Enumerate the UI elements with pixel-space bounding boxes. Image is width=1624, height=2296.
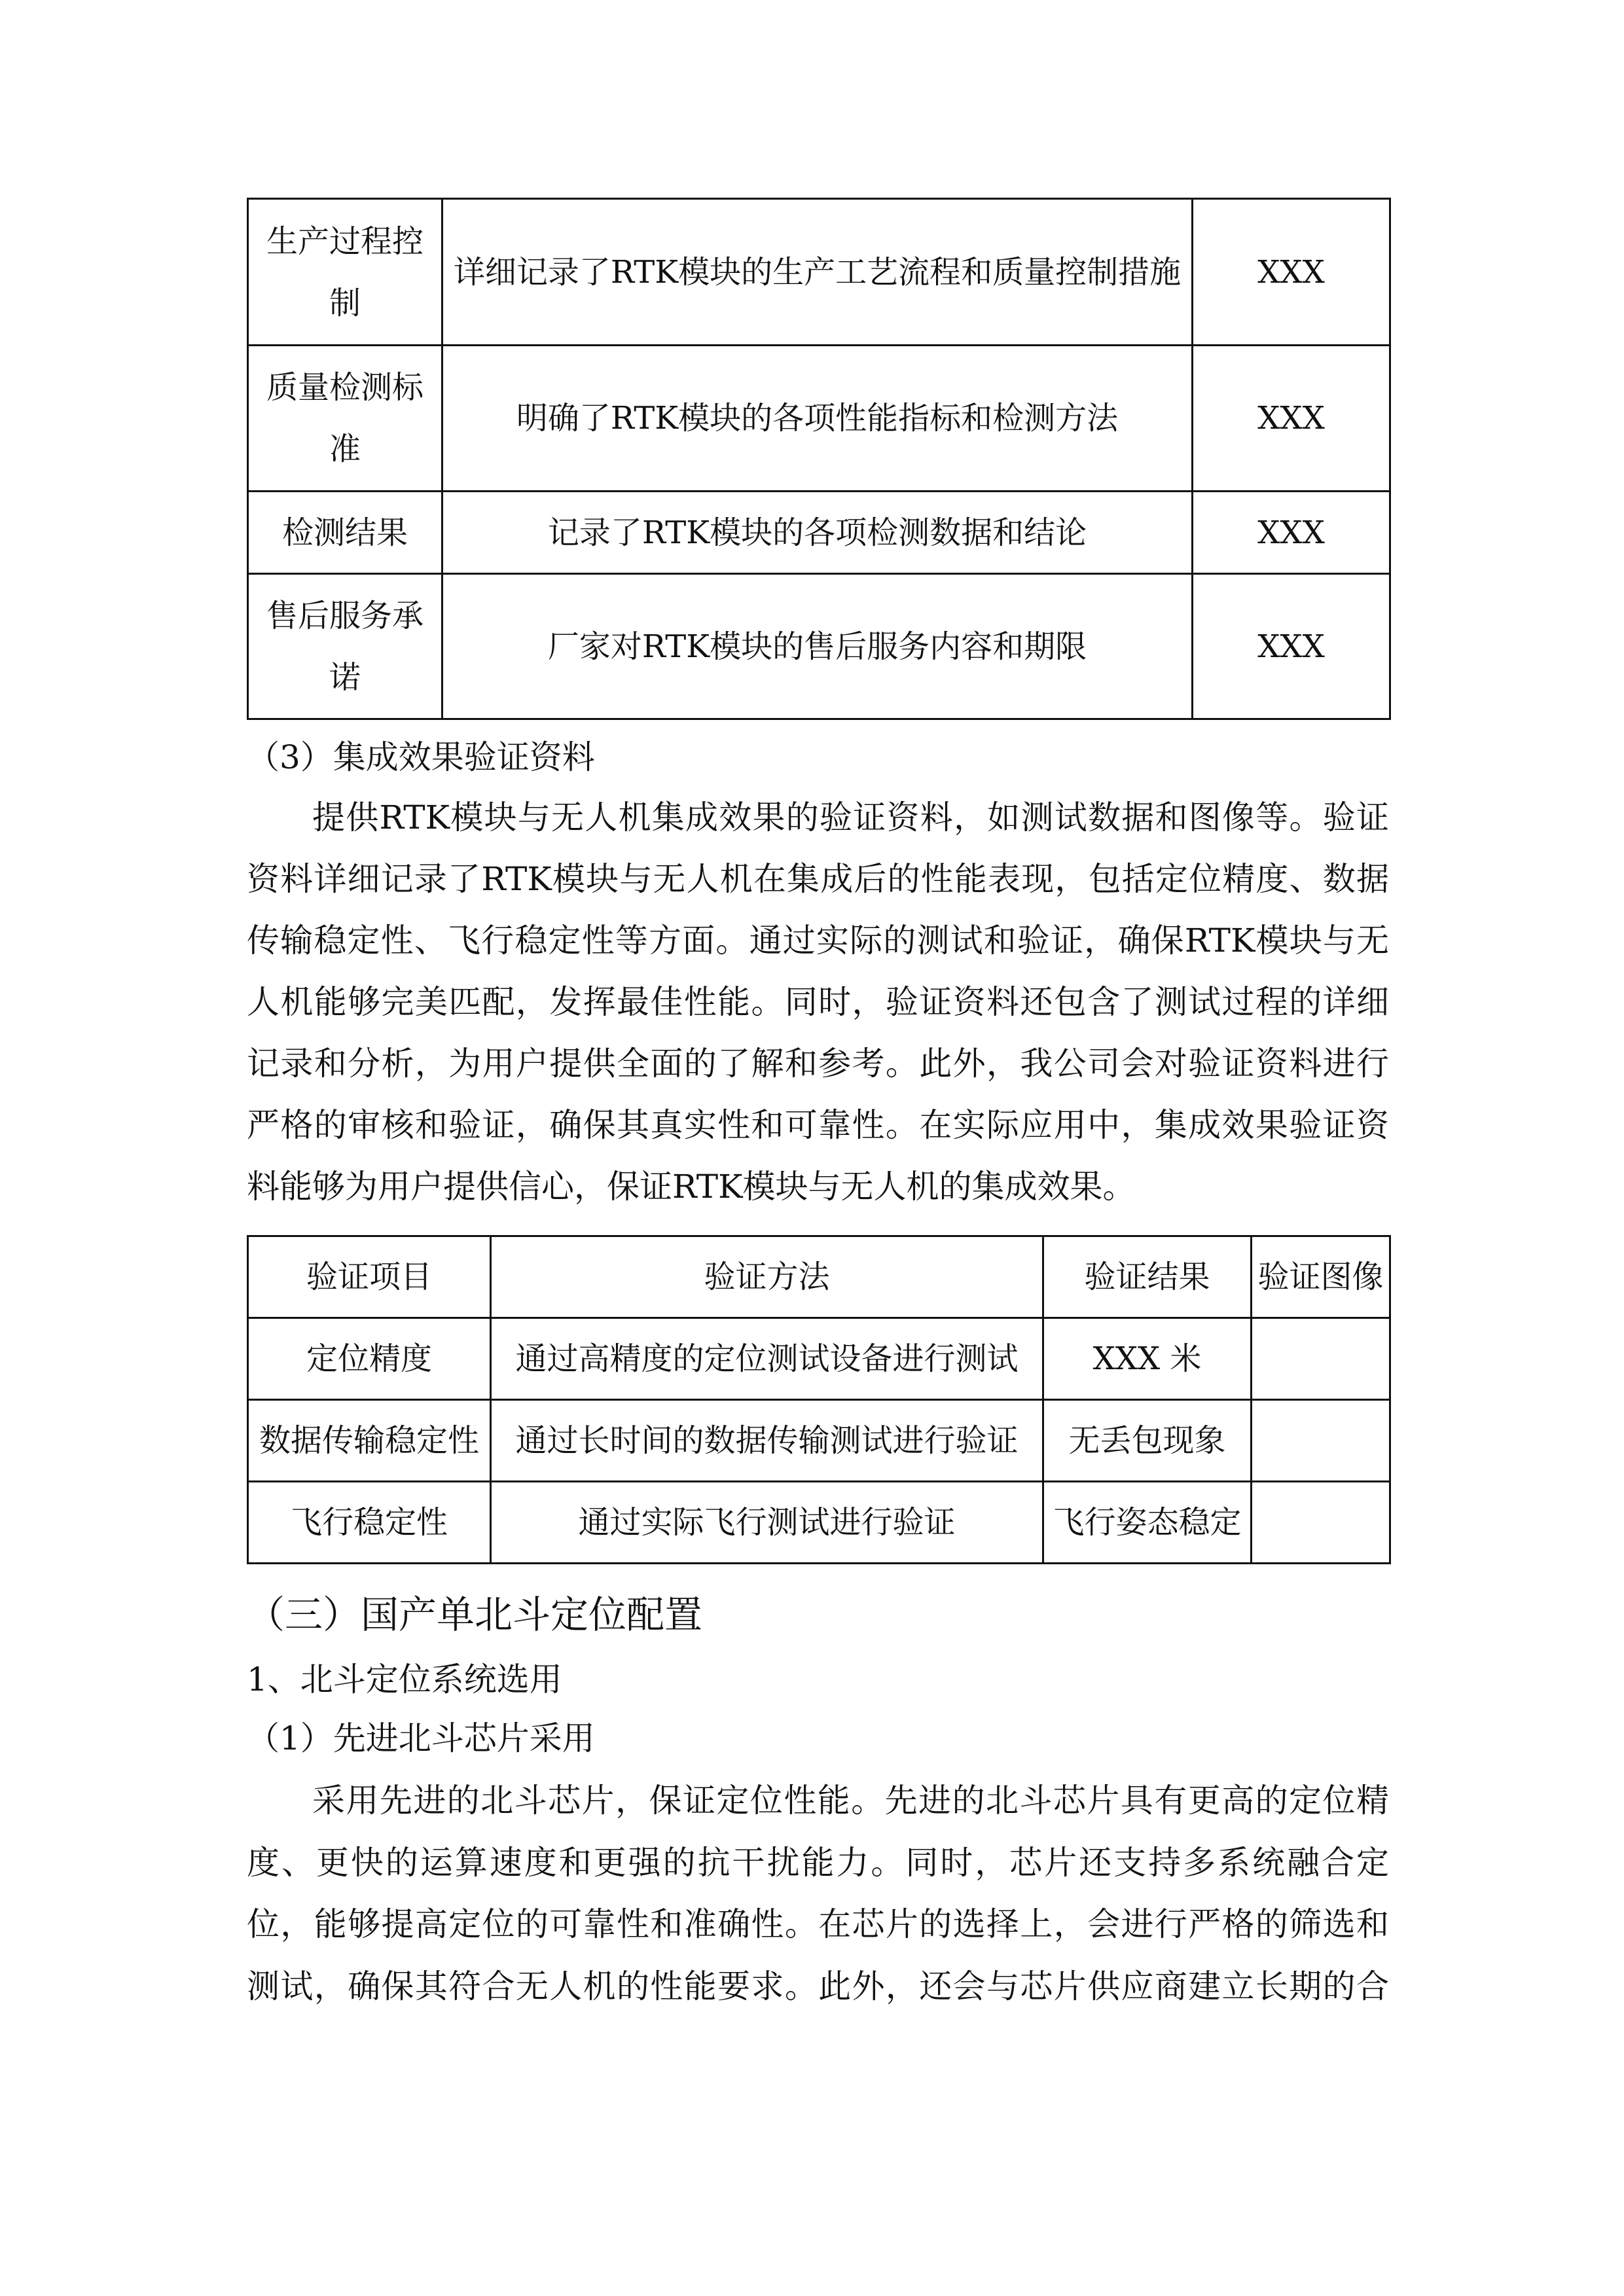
image-cell [1252, 1400, 1390, 1482]
table-row [248, 574, 1390, 719]
section-heading: （3）集成效果验证资料 [247, 738, 595, 776]
header-cell: 验证结果 [1043, 1236, 1252, 1318]
paragraph-line: 料能够为用户提供信心，保证RTK模块与无人机的集成效果。 [247, 1168, 1136, 1206]
value-cell: XXX [1193, 346, 1390, 492]
item-cell: 售后服务承诺 [248, 574, 442, 719]
header-cell: 验证图像 [1252, 1236, 1390, 1318]
subheading: （1）先进北斗芯片采用 [247, 1719, 595, 1757]
image-cell [1252, 1482, 1390, 1564]
item-cell: 飞行稳定性 [248, 1482, 491, 1564]
paragraph-line: 人机能够完美匹配，发挥最佳性能。同时，验证资料还包含了测试过程的详细 [247, 983, 1389, 1021]
table-row [248, 1400, 1390, 1482]
table-row [248, 1318, 1390, 1400]
item-cell: 数据传输稳定性 [248, 1400, 491, 1482]
paragraph-line: 记录和分析，为用户提供全面的了解和参考。此外，我公司会对验证资料进行 [247, 1045, 1389, 1083]
image-cell [1252, 1318, 1390, 1400]
paragraph-line: 采用先进的北斗芯片，保证定位性能。先进的北斗芯片具有更高的定位精 [312, 1782, 1389, 1820]
paragraph-line: 严格的审核和验证，确保其真实性和可靠性。在实际应用中，集成效果验证资 [247, 1106, 1389, 1144]
paragraph-line: 位，能够提高定位的可靠性和准确性。在芯片的选择上，会进行严格的筛选和 [247, 1905, 1389, 1943]
paragraph-line: 测试，确保其符合无人机的性能要求。此外，还会与芯片供应商建立长期的合 [247, 1967, 1389, 2005]
item-cell: 生产过程控制 [248, 199, 442, 346]
result-cell: 无丢包现象 [1043, 1400, 1252, 1482]
table-row [248, 346, 1390, 492]
value-cell: XXX [1193, 574, 1390, 719]
paragraph-line: 资料详细记录了RTK模块与无人机在集成后的性能表现，包括定位精度、数据 [247, 860, 1389, 898]
result-cell: XXX 米 [1043, 1318, 1252, 1400]
value-cell: XXX [1193, 199, 1390, 346]
paragraph-line: 传输稳定性、飞行稳定性等方面。通过实际的测试和验证，确保RTK模块与无 [247, 922, 1389, 960]
subheading: 1、北斗定位系统选用 [247, 1660, 562, 1698]
method-cell: 通过长时间的数据传输测试进行验证 [491, 1400, 1043, 1482]
item-cell: 质量检测标准 [248, 346, 442, 492]
table-row [248, 492, 1390, 574]
header-cell: 验证方法 [491, 1236, 1043, 1318]
header-cell: 验证项目 [248, 1236, 491, 1318]
item-cell: 定位精度 [248, 1318, 491, 1400]
item-cell: 检测结果 [248, 492, 442, 574]
production-quality-table [247, 198, 1391, 720]
desc-cell: 详细记录了RTK模块的生产工艺流程和质量控制措施 [442, 199, 1193, 346]
result-cell: 飞行姿态稳定 [1043, 1482, 1252, 1564]
table-row [248, 199, 1390, 346]
table-row [248, 1482, 1390, 1564]
method-cell: 通过高精度的定位测试设备进行测试 [491, 1318, 1043, 1400]
value-cell: XXX [1193, 492, 1390, 574]
paragraph-line: 度、更快的运算速度和更强的抗干扰能力。同时，芯片还支持多系统融合定 [247, 1844, 1389, 1882]
desc-cell: 记录了RTK模块的各项检测数据和结论 [442, 492, 1193, 574]
paragraph-line: 提供RTK模块与无人机集成效果的验证资料，如测试数据和图像等。验证 [312, 798, 1389, 836]
verification-table [247, 1235, 1391, 1564]
desc-cell: 明确了RTK模块的各项性能指标和检测方法 [442, 346, 1193, 492]
desc-cell: 厂家对RTK模块的售后服务内容和期限 [442, 574, 1193, 719]
part-heading: （三）国产单北斗定位配置 [247, 1592, 703, 1637]
method-cell: 通过实际飞行测试进行验证 [491, 1482, 1043, 1564]
table-header-row [248, 1236, 1390, 1318]
